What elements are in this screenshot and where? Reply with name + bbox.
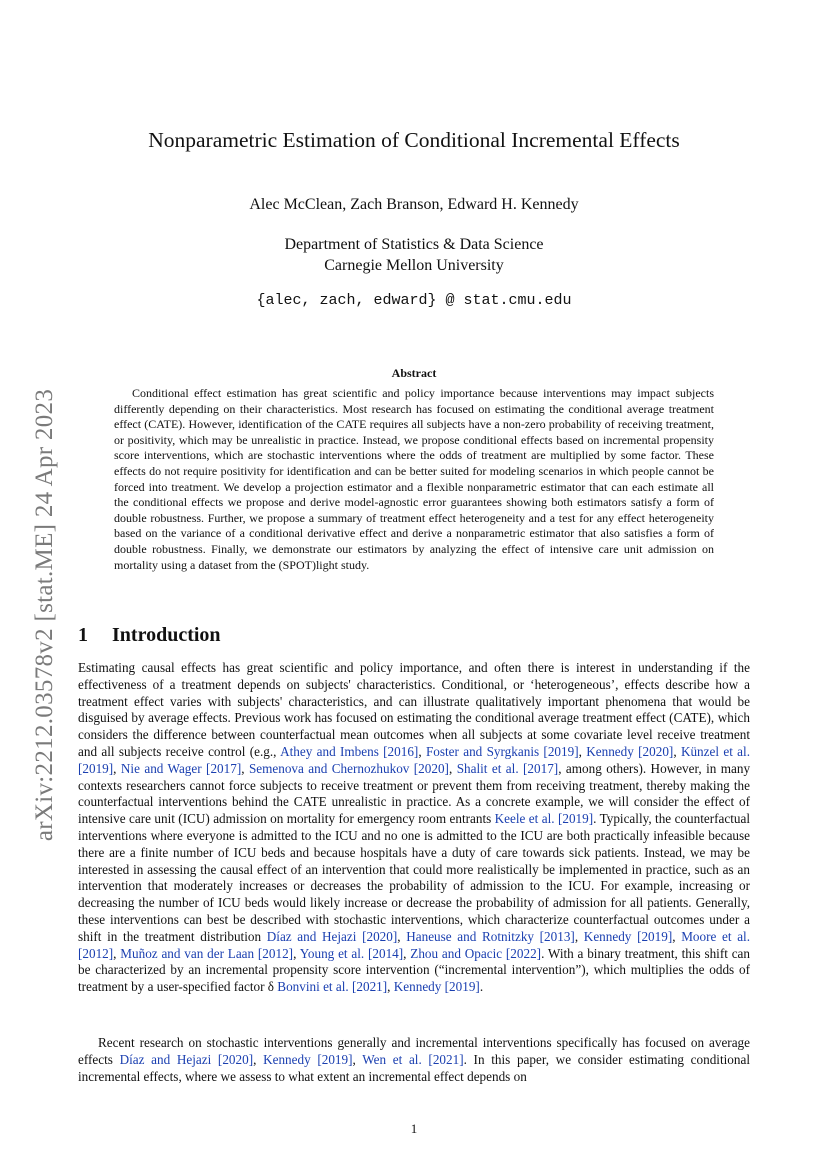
separator: ,: [403, 945, 411, 961]
body-text: .: [479, 979, 484, 995]
body-text: . With a binary treatment, this shift can be characterized by an incremental propensity score intervention (“incremental intervention”), which multiplies the odds of treatment by a user-specified factor δ: [78, 945, 750, 995]
citation-link[interactable]: Künzel et al. [2019]: [78, 743, 751, 776]
body-text: , among others). However, in many contexts researchers cannot force subjects to receive treatment or prevent them from receiving treatment, thereby making the counterfactual interventions behind the CATE unrealistic in practice. As a concrete example, we will consider the effect of intensive care unit (ICU) admission on mortality for emergency room entrants: [78, 760, 751, 827]
separator: ,: [574, 928, 584, 944]
body-text: . Typically, the counterfactual interventions where everyone is admitted to the ICU and no one is admitted to the ICU are both practically infeasible because there are a finite number of ICU beds and because hospitals have a duty of care towards sick patients. Instead, we may be interested in assessing the causal effect of an intervention that could more realistically be implemented in practice, such as an intervention that moderately increases or decreases the probability of admission to the ICU. For example, increasing or decreasing the number of ICU beds would likely increase or decrease the probability of admission for all patients. Generally, these interventions can best be described with stochastic interventions, which characterize counterfactual outcomes under a shift in the treatment distribution: [78, 811, 750, 944]
citation-link[interactable]: Díaz and Hejazi [2020]: [119, 1051, 254, 1067]
body-text: . In this paper, we consider estimating conditional incremental effects, where we assess to what extent an incremental effect depends on: [78, 1051, 751, 1084]
affiliation-university: Carnegie Mellon University: [324, 257, 504, 274]
abstract-text: Conditional effect estimation has great scientific and policy importance because interventions may impact subjects differently depending on their characteristics. Most research has focused on estimating the conditional average treatment effect (CATE). However, identification of the CATE requires all subjects have a non-zero probability of receiving treatment, or positivity, which may be unrealistic in practice. Instead, we propose conditional effects based on incremental propensity score interventions, which are stochastic interventions where the odds of treatment are multiplied by some factor. These effects do not require positivity for identification and can be better suited for modeling scenarios in which people cannot be forced into treatment. We develop a projection estimator and a flexible nonparametric estimator that can each estimate all the conditional effects we propose and derive model-agnostic error guarantees showing both estimators satisfy a form of double robustness. Further, we propose a summary of treatment effect heterogeneity and a test for any effect heterogeneity based on the variance of a conditional derivative effect and derive a nonparametric estimator that also satisfies a form of double robustness. Finally, we demonstrate our estimators by analyzing the effect of intensive care unit admission on mortality using a dataset from the (SPOT)light study.: [114, 386, 714, 572]
citation-link[interactable]: Kennedy [2019]: [393, 979, 480, 995]
citation-link[interactable]: Moore et al. [2012]: [78, 928, 751, 961]
separator: ,: [293, 945, 300, 961]
section-heading: [78, 624, 221, 647]
separator: ,: [418, 743, 426, 759]
citation-link[interactable]: Muñoz and van der Laan [2012]: [120, 945, 294, 961]
separator: ,: [397, 928, 407, 944]
arxiv-identifier: arXiv:2212.03578v2 [stat.ME] 24 Apr 2023: [31, 388, 58, 842]
separator: ,: [387, 979, 394, 995]
citation-link[interactable]: Keele et al. [2019]: [494, 811, 594, 827]
affiliation: [0, 234, 828, 276]
citation-link[interactable]: Foster and Syrgkanis [2019]: [425, 743, 579, 759]
citation-link[interactable]: Wen et al. [2021]: [362, 1051, 464, 1067]
separator: ,: [578, 743, 587, 759]
body-text: Recent research on stochastic interventions generally and incremental interventions specifically has focused on average effects: [78, 1035, 750, 1067]
author-emails: {alec, zach, edward} @ stat.cmu.edu: [256, 292, 572, 309]
page-number: 1: [410, 1121, 418, 1136]
separator: ,: [113, 945, 121, 961]
intro-paragraph-1: [78, 660, 750, 996]
citation-link[interactable]: Shalit et al. [2017]: [456, 760, 559, 776]
abstract-heading: Abstract: [391, 366, 437, 380]
citation-link[interactable]: Kennedy [2019]: [583, 928, 673, 944]
separator: ,: [253, 1051, 264, 1067]
citation-link[interactable]: Kennedy [2019]: [263, 1051, 353, 1067]
arxiv-sidebar: [25, 355, 65, 875]
section-title: Introduction: [112, 624, 221, 646]
separator: ,: [113, 760, 121, 776]
separator: ,: [352, 1051, 363, 1067]
separator: ,: [241, 760, 249, 776]
citation-link[interactable]: Bonvini et al. [2021]: [277, 979, 388, 995]
affiliation-department: Department of Statistics & Data Science: [284, 236, 544, 253]
section-number: 1: [78, 624, 88, 646]
intro-paragraph-2: [78, 1035, 750, 1085]
citation-link[interactable]: Haneuse and Rotnitzky [2013]: [406, 928, 575, 944]
citation-link[interactable]: Semenova and Chernozhukov [2020]: [248, 760, 449, 776]
citation-link[interactable]: Athey and Imbens [2016]: [280, 743, 419, 759]
body-text: Estimating causal effects has great scientific and policy importance, and often there is interest in understanding if the effectiveness of a treatment depends on subjects' characteristics. Conditional, or ‘heterogeneous’, effects describe how a treatment effect varies with subjects' characteristics, and can illustrate qualitatively important phenomena that would be disguised by average effects. Previous work has focused on estimating the conditional average treatment effect (CATE), which considers the difference between counterfactual mean outcomes when all subjects at some covariate level receive treatment and all subjects receive control (e.g.,: [78, 660, 750, 759]
paper-title: Nonparametric Estimation of Conditional Incremental Effects: [148, 128, 680, 152]
citation-link[interactable]: Young et al. [2014]: [299, 945, 404, 961]
separator: ,: [448, 760, 457, 776]
citation-link[interactable]: Kennedy [2020]: [586, 743, 674, 759]
separator: ,: [672, 928, 682, 944]
separator: ,: [673, 743, 681, 759]
citation-link[interactable]: Nie and Wager [2017]: [120, 760, 242, 776]
author-list: Alec McClean, Zach Branson, Edward H. Kennedy: [249, 196, 579, 213]
citation-link[interactable]: Zhou and Opacic [2022]: [410, 945, 542, 961]
citation-link[interactable]: Díaz and Hejazi [2020]: [266, 928, 398, 944]
